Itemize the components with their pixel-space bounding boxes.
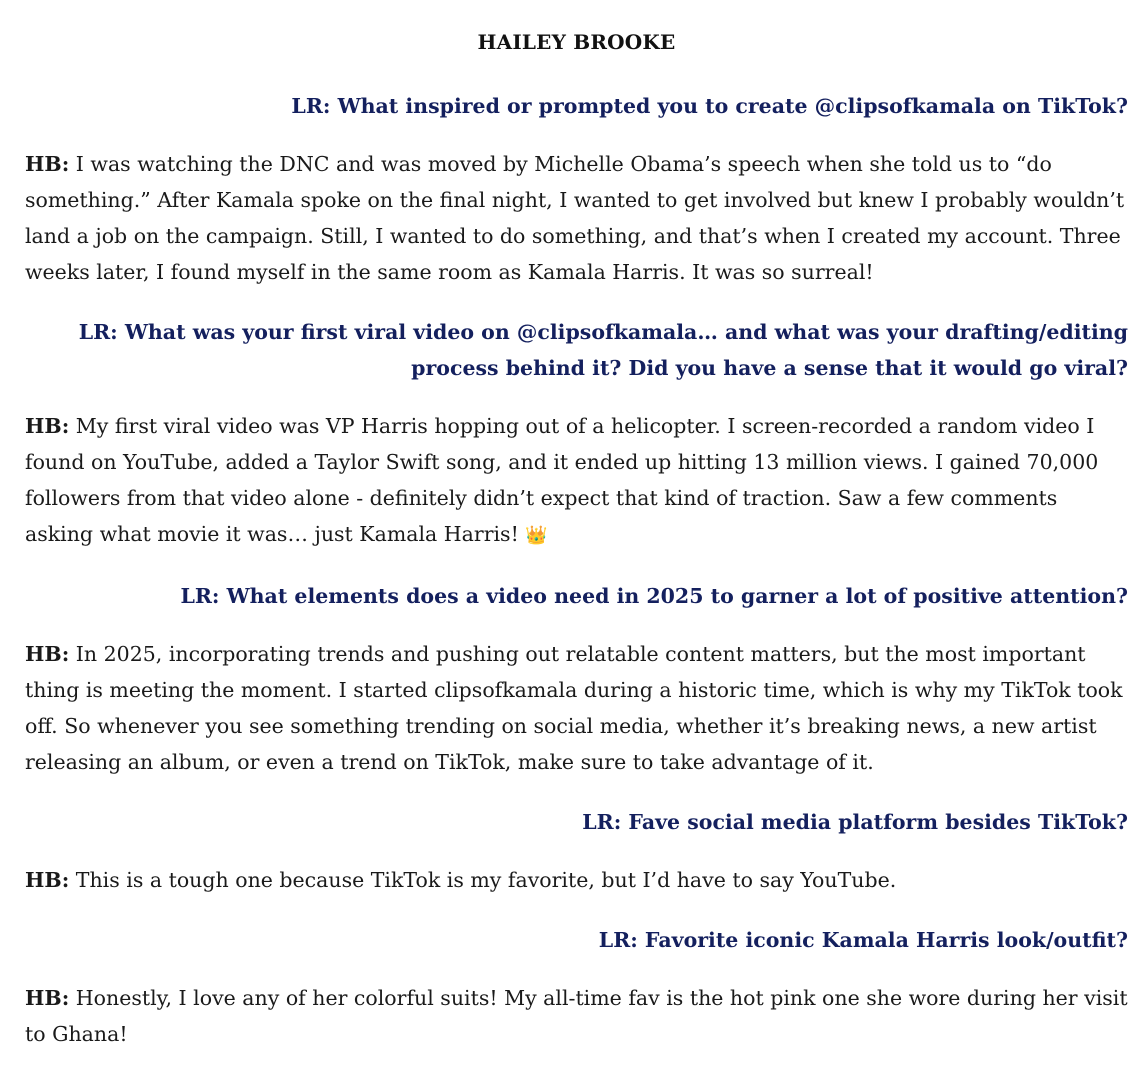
speaker-label: HB: bbox=[25, 986, 70, 1010]
crown-icon: 👑 bbox=[525, 525, 548, 546]
question-5: LR: Favorite iconic Kamala Harris look/outfit? bbox=[598, 928, 1128, 952]
answer-4 bbox=[25, 862, 1128, 898]
speaker-label: HB: bbox=[25, 642, 70, 666]
answer-text: Honestly, I love any of her colorful suits! My all-time fav is the hot pink one she wore during her visit to Ghana! bbox=[25, 986, 1128, 1046]
answer-text: In 2025, incorporating trends and pushing out relatable content matters, but the most important thing is meeting the moment. I started clipsofkamala during a historic time, which is why my TikTok took off. So whenever you see something trending on social media, whether it’s breaking news, a new artist releasing an album, or even a trend on TikTok, make sure to take advantage of it. bbox=[25, 642, 1123, 774]
question-4: LR: Fave social media platform besides TikTok? bbox=[582, 810, 1128, 834]
answer-2 bbox=[25, 408, 1128, 554]
question-2: LR: What was your first viral video on @clipsofkamala… and what was your drafting/editing process behind it? Did you have a sense that it would go viral? bbox=[78, 320, 1128, 380]
answer-5 bbox=[25, 980, 1128, 1052]
answer-text: My first viral video was VP Harris hopping out of a helicopter. I screen-recorded a random video I found on YouTube, added a Taylor Swift song, and it ended up hitting 13 million views. I gained 70,000 followers from that video alone - definitely didn’t expect that kind of traction. Saw a few comments asking what movie it was… just Kamala Harris! bbox=[25, 414, 1099, 546]
question-1: LR: What inspired or prompted you to create @clipsofkamala on TikTok? bbox=[291, 94, 1128, 118]
speaker-label: HB: bbox=[25, 414, 70, 438]
answer-1 bbox=[25, 146, 1128, 290]
page-title: HAILEY BROOKE bbox=[477, 30, 676, 54]
answer-3 bbox=[25, 636, 1128, 780]
speaker-label: HB: bbox=[25, 152, 70, 176]
answer-text: This is a tough one because TikTok is my favorite, but I’d have to say YouTube. bbox=[75, 868, 897, 892]
answer-text: I was watching the DNC and was moved by Michelle Obama’s speech when she told us to “do something.” After Kamala spoke on the final night, I wanted to get involved but knew I probably wouldn’t land a job on the campaign. Still, I wanted to do something, and that’s when I created my account. Three weeks later, I found myself in the same room as Kamala Harris. It was so surreal! bbox=[25, 152, 1125, 284]
question-3: LR: What elements does a video need in 2025 to garner a lot of positive attention? bbox=[180, 584, 1128, 608]
speaker-label: HB: bbox=[25, 868, 70, 892]
